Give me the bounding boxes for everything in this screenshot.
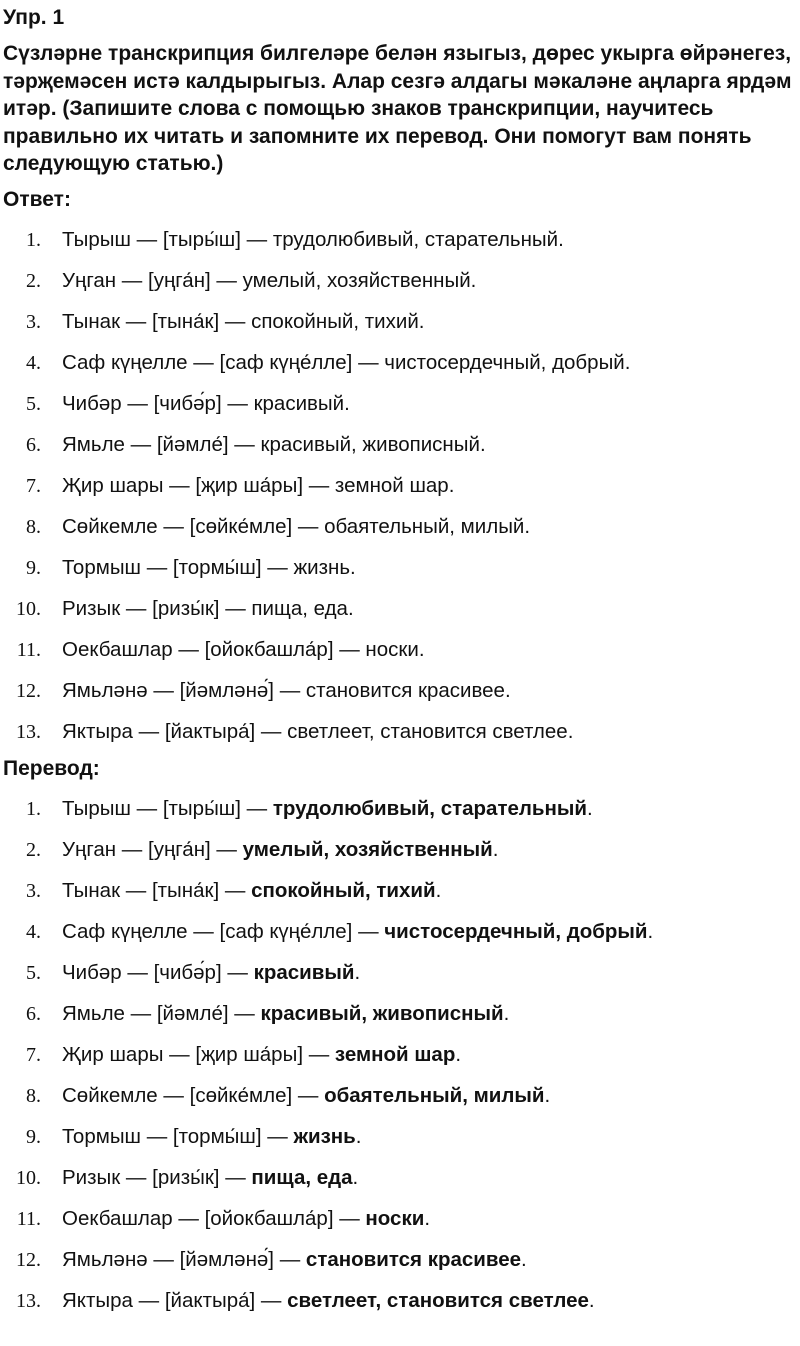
item-number: 8. bbox=[26, 1084, 41, 1107]
transcription: [тына́к] bbox=[151, 310, 220, 333]
item-text bbox=[62, 474, 454, 498]
dash-separator: — bbox=[141, 556, 173, 579]
item-number: 5. bbox=[26, 392, 41, 415]
translation-heading: Перевод: bbox=[3, 756, 100, 780]
item-text bbox=[62, 879, 441, 903]
dash-separator: — bbox=[147, 679, 180, 702]
item-number: 11. bbox=[16, 1207, 41, 1230]
period: . bbox=[647, 920, 654, 943]
translation-item bbox=[3, 1076, 800, 1117]
transcription: [йәмләнә́] bbox=[179, 679, 275, 702]
item-number: 3. bbox=[26, 879, 41, 902]
tatar-word: Яктыра bbox=[62, 720, 133, 743]
transcription: [ойокбашла́р] bbox=[204, 638, 334, 661]
item-text bbox=[62, 1125, 361, 1149]
dash-separator: — bbox=[141, 1125, 173, 1148]
item-number: 5. bbox=[26, 961, 41, 984]
transcription: [тына́к] bbox=[151, 879, 220, 902]
dash-separator: — bbox=[303, 1043, 335, 1066]
transcription: [ризы́к] bbox=[152, 597, 220, 620]
russian-meaning: обаятельный, милый bbox=[324, 515, 525, 538]
item-number: 6. bbox=[26, 1002, 41, 1025]
item-number: 2. bbox=[26, 838, 41, 861]
russian-meaning: спокойный, тихий bbox=[251, 310, 419, 333]
item-text bbox=[62, 228, 564, 252]
tatar-word: Ямьле bbox=[62, 1002, 125, 1025]
dash-separator: — bbox=[120, 1166, 153, 1189]
item-text bbox=[62, 1289, 595, 1313]
translation-item bbox=[3, 1281, 800, 1322]
period: . bbox=[418, 638, 425, 661]
tatar-word: Чибәр bbox=[62, 392, 122, 415]
tatar-word: Яктыра bbox=[62, 1289, 133, 1312]
russian-meaning: носки bbox=[365, 1207, 425, 1230]
dash-separator: — bbox=[292, 515, 325, 538]
period: . bbox=[624, 351, 631, 374]
dash-separator: — bbox=[120, 310, 152, 333]
dash-separator: — bbox=[130, 797, 163, 820]
transcription: [тормы́ш] bbox=[172, 556, 262, 579]
tatar-word: Җир шары bbox=[62, 474, 164, 497]
dash-separator: — bbox=[187, 920, 220, 943]
item-text bbox=[62, 515, 530, 539]
dash-separator: — bbox=[228, 1002, 261, 1025]
answer-item bbox=[3, 261, 800, 302]
item-number: 4. bbox=[26, 920, 41, 943]
dash-separator: — bbox=[219, 310, 252, 333]
item-number: 1. bbox=[26, 228, 41, 251]
item-number: 9. bbox=[26, 1125, 41, 1148]
tatar-word: Уңган bbox=[62, 838, 117, 861]
tatar-word: Тырыш bbox=[62, 228, 131, 251]
item-number: 13. bbox=[16, 720, 41, 743]
translation-item bbox=[3, 1117, 800, 1158]
russian-meaning: светлеет, становится светлее bbox=[287, 1289, 589, 1312]
transcription: [җир ша́ры] bbox=[195, 1043, 304, 1066]
dash-separator: — bbox=[120, 879, 152, 902]
tatar-word: Тынак bbox=[62, 310, 121, 333]
answer-item bbox=[3, 220, 800, 261]
period: . bbox=[347, 597, 354, 620]
translation-item bbox=[3, 830, 800, 871]
period: . bbox=[521, 1248, 527, 1271]
period: . bbox=[479, 433, 486, 456]
item-number: 8. bbox=[26, 515, 41, 538]
russian-meaning: умелый, хозяйственный bbox=[242, 838, 493, 861]
russian-meaning: земной шар bbox=[334, 474, 449, 497]
translation-list bbox=[3, 789, 800, 1322]
item-number: 1. bbox=[26, 797, 41, 820]
period: . bbox=[355, 1125, 362, 1148]
translation-item bbox=[3, 1199, 800, 1240]
period: . bbox=[435, 879, 442, 902]
russian-meaning: трудолюбивый, старательный bbox=[272, 797, 588, 820]
dash-separator: — bbox=[240, 228, 273, 251]
item-text bbox=[62, 1248, 527, 1272]
item-number: 9. bbox=[26, 556, 41, 579]
russian-meaning: красивый, живописный bbox=[260, 433, 480, 456]
dash-separator: — bbox=[157, 515, 190, 538]
period: . bbox=[350, 556, 356, 579]
period: . bbox=[588, 1289, 595, 1312]
translation-item bbox=[3, 1240, 800, 1281]
dash-separator: — bbox=[352, 351, 385, 374]
answer-item bbox=[3, 466, 800, 507]
russian-meaning: светлеет, становится светлее bbox=[287, 720, 568, 743]
item-text bbox=[62, 269, 476, 293]
transcription: [уңга́н] bbox=[148, 269, 211, 292]
transcription: [йәмле́] bbox=[156, 433, 229, 456]
transcription: [йәмләнә́] bbox=[179, 1248, 275, 1271]
dash-separator: — bbox=[210, 838, 243, 861]
item-text bbox=[62, 838, 499, 862]
russian-meaning: чистосердечный, добрый bbox=[384, 920, 648, 943]
transcription: [ойокбашла́р] bbox=[204, 1207, 334, 1230]
tatar-word: Чибәр bbox=[62, 961, 122, 984]
answer-item bbox=[3, 384, 800, 425]
item-number: 10. bbox=[16, 597, 41, 620]
item-number: 11. bbox=[16, 638, 41, 661]
russian-meaning: носки bbox=[365, 638, 419, 661]
dash-separator: — bbox=[255, 1289, 288, 1312]
item-text bbox=[62, 433, 486, 457]
answer-heading: Ответ: bbox=[3, 187, 71, 211]
transcription: [тыры́ш] bbox=[162, 797, 241, 820]
tatar-word: Сөйкемле bbox=[62, 1084, 158, 1107]
item-text bbox=[62, 679, 511, 703]
translation-item bbox=[3, 1035, 800, 1076]
russian-meaning: обаятельный, милый bbox=[324, 1084, 545, 1107]
answer-item bbox=[3, 507, 800, 548]
dash-separator: — bbox=[172, 1207, 205, 1230]
dash-separator: — bbox=[255, 720, 288, 743]
dash-separator: — bbox=[333, 1207, 366, 1230]
dash-separator: — bbox=[221, 961, 254, 984]
answer-item bbox=[3, 671, 800, 712]
russian-meaning: жизнь bbox=[293, 556, 351, 579]
dash-separator: — bbox=[163, 1043, 196, 1066]
transcription: [тормы́ш] bbox=[172, 1125, 262, 1148]
dash-separator: — bbox=[333, 638, 366, 661]
transcription: [җир ша́ры] bbox=[195, 474, 304, 497]
exercise-title: Упр. 1 bbox=[3, 6, 65, 29]
dash-separator: — bbox=[124, 1002, 157, 1025]
dash-separator: — bbox=[130, 228, 163, 251]
translation-item bbox=[3, 953, 800, 994]
answer-item bbox=[3, 343, 800, 384]
period: . bbox=[418, 310, 425, 333]
item-text bbox=[62, 638, 425, 662]
item-number: 10. bbox=[16, 1166, 41, 1189]
item-number: 7. bbox=[26, 474, 41, 497]
period: . bbox=[544, 1084, 551, 1107]
dash-separator: — bbox=[261, 1125, 294, 1148]
item-text bbox=[62, 392, 350, 416]
item-text bbox=[62, 961, 360, 985]
dash-separator: — bbox=[292, 1084, 325, 1107]
dash-separator: — bbox=[228, 433, 261, 456]
dash-separator: — bbox=[124, 433, 157, 456]
russian-meaning: спокойный, тихий bbox=[251, 879, 436, 902]
dash-separator: — bbox=[303, 474, 335, 497]
item-text bbox=[62, 310, 424, 334]
dash-separator: — bbox=[121, 392, 154, 415]
item-number: 4. bbox=[26, 351, 41, 374]
period: . bbox=[492, 838, 499, 861]
task-text: Сүзләрне транскрипция билгеләре белән языгыз, дөрес укырга өйрәнегез, тәрҗемәсен истә калдырыгыз. Алар сезгә алдагы мәкаләне аңларга ярдәм итәр. (Запишите слова с помощью знаков транскрипции, научитесь правильно их читать и запомните их перевод. Они помогут вам понять следующую статью.) bbox=[3, 42, 792, 175]
transcription: [ризы́к] bbox=[152, 1166, 220, 1189]
period: . bbox=[470, 269, 477, 292]
transcription: [чибә́р] bbox=[153, 392, 222, 415]
item-text bbox=[62, 1043, 461, 1067]
tatar-word: Уңган bbox=[62, 269, 117, 292]
period: . bbox=[524, 515, 531, 538]
russian-meaning: умелый, хозяйственный bbox=[242, 269, 471, 292]
answer-item bbox=[3, 548, 800, 589]
period: . bbox=[455, 1043, 462, 1066]
dash-separator: — bbox=[352, 920, 385, 943]
dash-separator: — bbox=[219, 1166, 252, 1189]
item-number: 6. bbox=[26, 433, 41, 456]
russian-meaning: пища, еда bbox=[251, 1166, 353, 1189]
tatar-word: Ямьле bbox=[62, 433, 125, 456]
tatar-word: Тормыш bbox=[62, 1125, 141, 1148]
item-text bbox=[62, 1166, 358, 1190]
item-text bbox=[62, 797, 593, 821]
russian-meaning: чистосердечный, добрый bbox=[384, 351, 625, 374]
tatar-word: Сөйкемле bbox=[62, 515, 158, 538]
transcription: [йактыра́] bbox=[164, 1289, 256, 1312]
transcription: [саф күңе́лле] bbox=[219, 351, 353, 374]
answer-item bbox=[3, 712, 800, 753]
item-number: 3. bbox=[26, 310, 41, 333]
item-text bbox=[62, 1207, 430, 1231]
period: . bbox=[344, 392, 350, 415]
tatar-word: Ямьләнә bbox=[62, 1248, 148, 1271]
transcription: [саф күңе́лле] bbox=[219, 920, 353, 943]
answer-list bbox=[3, 220, 800, 753]
item-text bbox=[62, 720, 573, 744]
dash-separator: — bbox=[147, 1248, 180, 1271]
dash-separator: — bbox=[163, 474, 196, 497]
dash-separator: — bbox=[121, 961, 154, 984]
item-number: 12. bbox=[16, 679, 41, 702]
item-number: 13. bbox=[16, 1289, 41, 1312]
dash-separator: — bbox=[274, 1248, 306, 1271]
item-text bbox=[62, 920, 653, 944]
item-text bbox=[62, 351, 630, 375]
russian-meaning: красивый bbox=[253, 392, 345, 415]
transcription: [тыры́ш] bbox=[162, 228, 241, 251]
translation-item bbox=[3, 871, 800, 912]
transcription: [йәмле́] bbox=[156, 1002, 229, 1025]
period: . bbox=[424, 1207, 431, 1230]
dash-separator: — bbox=[221, 392, 254, 415]
russian-meaning: жизнь bbox=[293, 1125, 356, 1148]
tatar-word: Җир шары bbox=[62, 1043, 164, 1066]
answer-item bbox=[3, 630, 800, 671]
dash-separator: — bbox=[187, 351, 220, 374]
russian-meaning: красивый bbox=[253, 961, 355, 984]
transcription: [сөйке́мле] bbox=[189, 1084, 293, 1107]
tatar-word: Ямьләнә bbox=[62, 679, 148, 702]
dash-separator: — bbox=[240, 797, 273, 820]
translation-item bbox=[3, 912, 800, 953]
dash-separator: — bbox=[210, 269, 243, 292]
dash-separator: — bbox=[132, 720, 165, 743]
dash-separator: — bbox=[120, 597, 153, 620]
tatar-word: Тырыш bbox=[62, 797, 131, 820]
russian-meaning: земной шар bbox=[334, 1043, 456, 1066]
tatar-word: Тынак bbox=[62, 879, 121, 902]
period: . bbox=[504, 679, 511, 702]
tatar-word: Саф күңелле bbox=[62, 920, 188, 943]
item-number: 2. bbox=[26, 269, 41, 292]
dash-separator: — bbox=[219, 597, 252, 620]
tatar-word: Ризык bbox=[62, 597, 121, 620]
russian-meaning: пища, еда bbox=[251, 597, 348, 620]
answer-item bbox=[3, 302, 800, 343]
translation-item bbox=[3, 789, 800, 830]
period: . bbox=[448, 474, 455, 497]
dash-separator: — bbox=[132, 1289, 165, 1312]
dash-separator: — bbox=[261, 556, 294, 579]
period: . bbox=[587, 797, 593, 820]
tatar-word: Тормыш bbox=[62, 556, 141, 579]
russian-meaning: становится красивее bbox=[305, 1248, 522, 1271]
period: . bbox=[567, 720, 574, 743]
period: . bbox=[558, 228, 564, 251]
item-text bbox=[62, 1002, 509, 1026]
answer-item bbox=[3, 425, 800, 466]
russian-meaning: становится красивее bbox=[305, 679, 505, 702]
translation-item bbox=[3, 1158, 800, 1199]
item-number: 7. bbox=[26, 1043, 41, 1066]
dash-separator: — bbox=[157, 1084, 190, 1107]
translation-item bbox=[3, 994, 800, 1035]
dash-separator: — bbox=[274, 679, 306, 702]
transcription: [йактыра́] bbox=[164, 720, 256, 743]
transcription: [чибә́р] bbox=[153, 961, 222, 984]
period: . bbox=[354, 961, 361, 984]
item-text bbox=[62, 556, 356, 580]
russian-meaning: трудолюбивый, старательный bbox=[272, 228, 559, 251]
dash-separator: — bbox=[116, 269, 148, 292]
tatar-word: Ризык bbox=[62, 1166, 121, 1189]
dash-separator: — bbox=[172, 638, 205, 661]
tatar-word: Саф күңелле bbox=[62, 351, 188, 374]
item-text bbox=[62, 1084, 550, 1108]
period: . bbox=[503, 1002, 510, 1025]
dash-separator: — bbox=[116, 838, 148, 861]
item-number: 12. bbox=[16, 1248, 41, 1271]
transcription: [сөйке́мле] bbox=[189, 515, 293, 538]
russian-meaning: красивый, живописный bbox=[260, 1002, 504, 1025]
answer-item bbox=[3, 589, 800, 630]
dash-separator: — bbox=[219, 879, 252, 902]
tatar-word: Оекбашлар bbox=[62, 638, 173, 661]
period: . bbox=[352, 1166, 359, 1189]
tatar-word: Оекбашлар bbox=[62, 1207, 173, 1230]
item-text bbox=[62, 597, 354, 621]
transcription: [уңга́н] bbox=[148, 838, 211, 861]
